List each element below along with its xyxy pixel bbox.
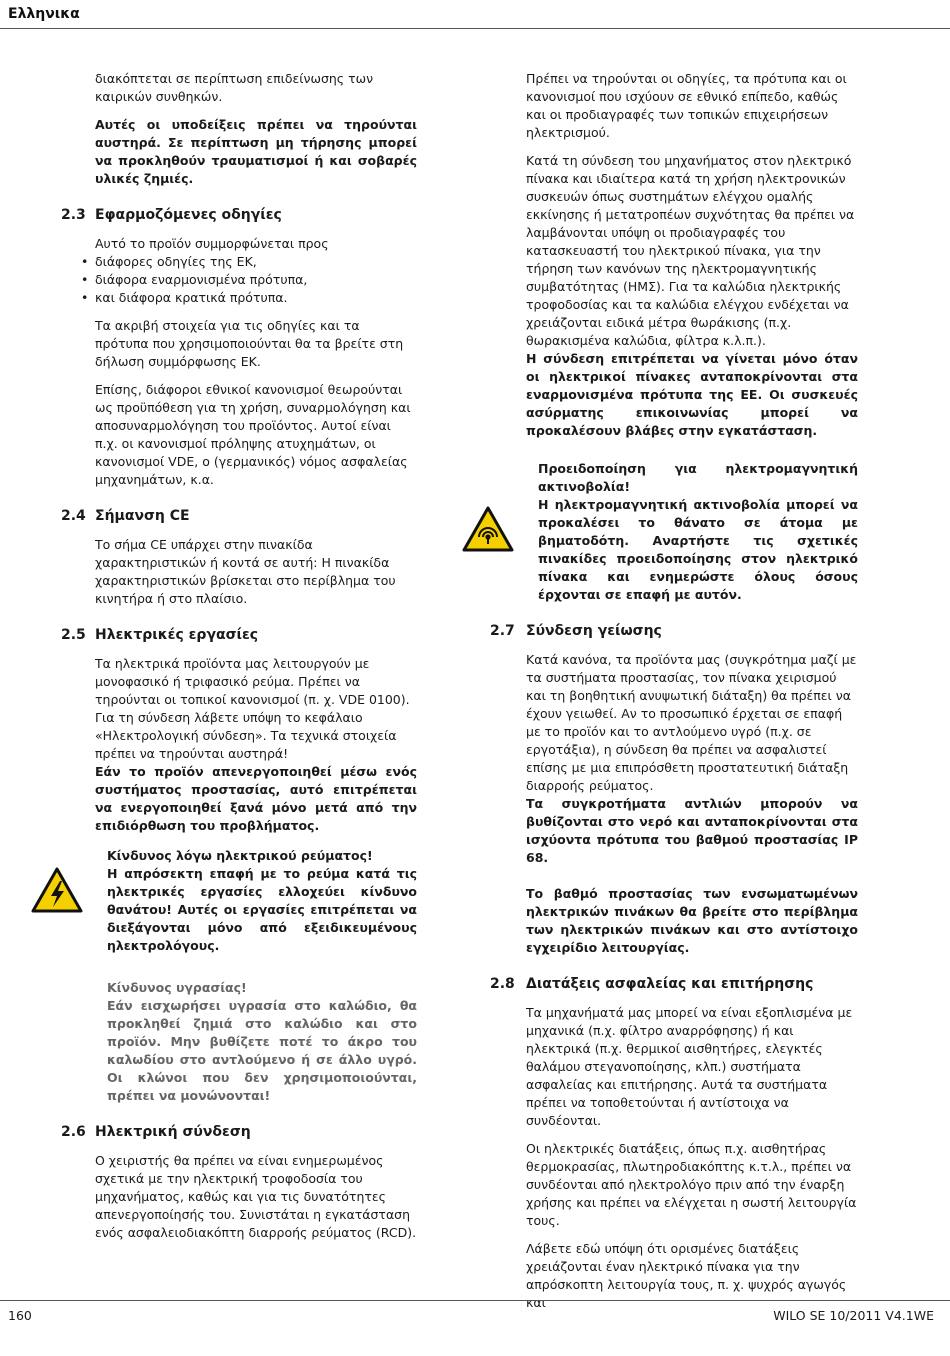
right-bold-paragraph: Η σύνδεση επιτρέπεται να γίνεται μόνο όταν οι ηλεκτρικοί πίνακες ανταποκρίνονται στα εναρμονισμένα πρότυπα της ΕΕ. Οι συσκευές ασύρματης επικοινωνίας μπορεί να προκαλέσουν βλάβες στην εγκατάσταση. (526, 351, 858, 438)
section-2-3-paragraph-3: Επίσης, διάφοροι εθνικοί κανονισμοί θεωρούνται ως προϋπόθεση για τη χρήση, συναρμολόγηση και αποσυναρμολόγηση του προϊόντος. Αυτοί είναι π.χ. οι κανονισμοί πρόληψης ατυχημάτων, οι κανονισμοί VDE, ο (γερμανικός) νόμος ασφαλείας μηχανημάτων, κ.α. (95, 382, 411, 487)
section-title: Διατάξεις ασφαλείας και επιτήρησης (526, 976, 814, 992)
warning-title: Κίνδυνος λόγω ηλεκτρικού ρεύματος! (107, 848, 373, 863)
footer-divider (0, 1300, 950, 1301)
section-number: 2.8 (490, 976, 515, 992)
section-2-6-heading (61, 1123, 417, 1141)
section-2-8-heading (490, 975, 858, 993)
section-2-3-bullets (95, 253, 417, 307)
section-title: Σήμανση CE (95, 508, 190, 524)
section-number: 2.7 (490, 623, 515, 639)
warning-title: Κίνδυνος υγρασίας! (107, 980, 247, 995)
section-2-8-paragraph-3: Λάβετε εδώ υπόψη ότι ορισμένες διατάξεις χρειάζονται έναν ηλεκτρικό πίνακα για την απρόσκοπτη λειτουργία τους, π. χ. ψυχρός αγωγός και (526, 1241, 847, 1310)
section-2-7-bold-2: Το βαθμό προστασίας των ενσωματωμένων ηλεκτρικών πινάκων θα βρείτε στο περίβλημα των ηλεκτρικών πινάκων και στο αντίστοιχο εγχειρίδιο λειτουργίας. (526, 886, 858, 955)
section-2-3-heading (61, 206, 417, 224)
section-2-8-paragraph-1: Τα μηχανήματά μας μπορεί να είναι εξοπλισμένα με μηχανικά (π.χ. φίλτρο αναρρόφησης) ή και ηλεκτρικά (π.χ. θερμικοί αισθητήρες, ελεγκτές θαλάμου στεγανοποίησης, κλπ.) συστήματα ασφαλείας και επιτήρησης. Αυτά τα συστήματα πρέπει να τοποθετούνται ή αντίστοιχα να συνδέονται. (526, 1005, 853, 1128)
high-voltage-warning-icon (31, 867, 83, 913)
document-id: WILO SE 10/2011 V4.1WE (773, 1308, 934, 1323)
section-2-7-heading (490, 622, 858, 640)
warning-title: Προειδοποίηση για ηλεκτρομαγνητική ακτινοβολία! (538, 461, 858, 494)
section-number: 2.5 (61, 627, 86, 643)
electromagnetic-warning (538, 460, 858, 604)
electromagnetic-radiation-warning-icon (462, 506, 514, 552)
section-2-4-heading (61, 507, 417, 525)
warning-text: Η απρόσεκτη επαφή με το ρεύμα κατά τις ηλεκτρικές εργασίες ελλοχεύει κίνδυνο θανάτου! Αυτές οι εργασίες επιτρέπεται να διεξάγονται μόνο από εξειδικευμένους ηλεκτρολόγους. (107, 866, 417, 953)
section-title: Εφαρμοζόμενες οδηγίες (95, 207, 282, 223)
warning-text: Εάν εισχωρήσει υγρασία στο καλώδιο, θα προκληθεί ζημιά στο καλώδιο και στο προϊόν. Μην βυθίζετε ποτέ το άκρο του καλωδίου στο αντλούμενο ή σε άλλο υγρό. Οι κλώνοι που δεν χρησιμοποιούνται, πρέπει να μονώνονται! (107, 998, 417, 1103)
section-2-6-paragraph: Ο χειριστής θα πρέπει να είναι ενημερωμένος σχετικά με την ηλεκτρική τροφοδοσία του μηχανήματος, καθώς και για τις δυνατότητες απενεργοποίησής του. Συνιστάται η εγκατάσταση ενός ασφαλειοδιακόπτη διαρροής ρεύματος (RCD). (95, 1153, 417, 1240)
section-2-7-paragraph: Κατά κανόνα, τα προϊόντα μας (συγκρότημα μαζί με τα συστήματα προστασίας, τον πίνακα χειρισμού και τη βοηθητική ανυψωτική διάταξη) θα πρέπει να έχουν γειωθεί. Αν το προσωπικό έρχεται σε επαφή με το προϊόν και το αντλούμενο υγρό (π.χ. σε εργοτάξια), η σύνδεση θα πρέπει να ασφαλιστεί επίσης με μια επιπρόσθετη προστατευτική διάταξη διαρροής ρεύματος. (526, 652, 857, 793)
section-title: Σύνδεση γείωσης (526, 623, 662, 639)
header-divider (0, 28, 950, 29)
section-2-4-paragraph: Το σήμα CE υπάρχει στην πινακίδα χαρακτηριστικών ή κοντά σε αυτή: Η πινακίδα χαρακτηριστικών βρίσκεται στο περίβλημα του κινητήρα ή στο πλαίσιο. (95, 537, 396, 606)
section-2-5-paragraph: Τα ηλεκτρικά προϊόντα μας λειτουργούν με μονοφασικό ή τριφασικό ρεύμα. Πρέπει να τηρούνται οι τοπικοί κανονισμοί (π. χ. VDE 0100). Για τη σύνδεση λάβετε υπόψη το κεφάλαιο «Ηλεκτρολογική σύνδεση». Τα τεχνικά στοιχεία πρέπει να τηρούνται αυστηρά! (95, 656, 410, 761)
electric-shock-warning (107, 847, 417, 955)
intro-bold-paragraph: Αυτές οι υποδείξεις πρέπει να τηρούνται αυστηρά. Σε περίπτωση μη τήρησης μπορεί να προκληθούν τραυματισμοί ή και σοβαρές υλικές ζημιές. (95, 117, 417, 186)
section-2-3-paragraph-2: Τα ακριβή στοιχεία για τις οδηγίες και τα πρότυπα που χρησιμοποιούνται θα τα βρείτε στη δήλωση συμμόρφωσης ΕΚ. (95, 318, 404, 369)
left-column (61, 70, 417, 1252)
section-title: Ηλεκτρική σύνδεση (95, 1124, 251, 1140)
section-2-7-bold-1: Τα συγκροτήματα αντλιών μπορούν να βυθίζονται στο νερό και ανταποκρίνονται στα ισχύοντα πρότυπα του βαθμού προστασίας IP 68. (526, 796, 858, 865)
list-item: • διάφορα εναρμονισμένα πρότυπα, (95, 271, 417, 289)
list-item: • και διάφορα κρατικά πρότυπα. (95, 289, 417, 307)
section-2-5-bold-paragraph: Εάν το προϊόν απενεργοποιηθεί μέσω ενός συστήματος προστασίας, αυτό επιτρέπεται να ενεργοποιηθεί ξανά μόνο μετά από την επιδιόρθωση του προβλήματος. (95, 764, 417, 833)
section-number: 2.3 (61, 207, 86, 223)
right-paragraph-2: Κατά τη σύνδεση του μηχανήματος στον ηλεκτρικό πίνακα και ιδιαίτερα κατά τη χρήση ηλεκτρονικών συσκευών όπως συστημάτων ελέγχου ομαλής εκκίνησης ή μετατροπέων συχνότητας θα πρέπει να λαμβάνονται υπόψη οι προδιαγραφές του κατασκευαστή του ηλεκτρικού πίνακα, για την τήρηση των κανόνων της ηλεκτρομαγνητικής συμβατότητας (ΗΜΣ). Για τα καλώδια ηλεκτρικής τροφοδοσίας και τα καλώδια ελέγχου ενδέχεται να χρειάζονται ειδικά μέτρα θωράκισης (π.χ. θωρακισμένα καλώδια, φίλτρα κ.λ.π.). (526, 153, 855, 348)
section-number: 2.6 (61, 1124, 86, 1140)
section-2-3-lead: Αυτό το προϊόν συμμορφώνεται προς (95, 236, 329, 251)
right-column (490, 70, 858, 1322)
section-2-5-heading (61, 626, 417, 644)
header-language: Ελληνικα (8, 6, 80, 22)
moisture-warning (107, 979, 417, 1105)
page-number: 160 (8, 1308, 32, 1323)
warning-text: Η ηλεκτρομαγνητική ακτινοβολία μπορεί να προκαλέσει το θάνατο σε άτομα με βηματοδότη. Αναρτήστε τις σχετικές πινακίδες προειδοποίησης στον ηλεκτρικό πίνακα και ενημερώστε όλους όσους έρχονται σε επαφή με αυτόν. (538, 497, 858, 602)
section-title: Ηλεκτρικές εργασίες (95, 627, 259, 643)
section-number: 2.4 (61, 508, 86, 524)
list-item: • διάφορες οδηγίες της ΕΚ, (95, 253, 417, 271)
section-2-8-paragraph-2: Οι ηλεκτρικές διατάξεις, όπως π.χ. αισθητήρας θερμοκρασίας, πλωτηροδιακόπτης κ.τ.λ., πρέπει να συνδέονται από ηλεκτρολόγο πριν από την έναρξη χρήσης και πρέπει να ελέγχεται η σωστή λειτουργία τους. (526, 1141, 857, 1228)
intro-paragraph: διακόπτεται σε περίπτωση επιδείνωσης των καιρικών συνθηκών. (95, 71, 374, 104)
right-paragraph-1: Πρέπει να τηρούνται οι οδηγίες, τα πρότυπα και οι κανονισμοί που ισχύουν σε εθνικό επίπεδο, καθώς και οι προδιαγραφές των τοπικών επιχειρήσεων ηλεκτρισμού. (526, 71, 847, 140)
